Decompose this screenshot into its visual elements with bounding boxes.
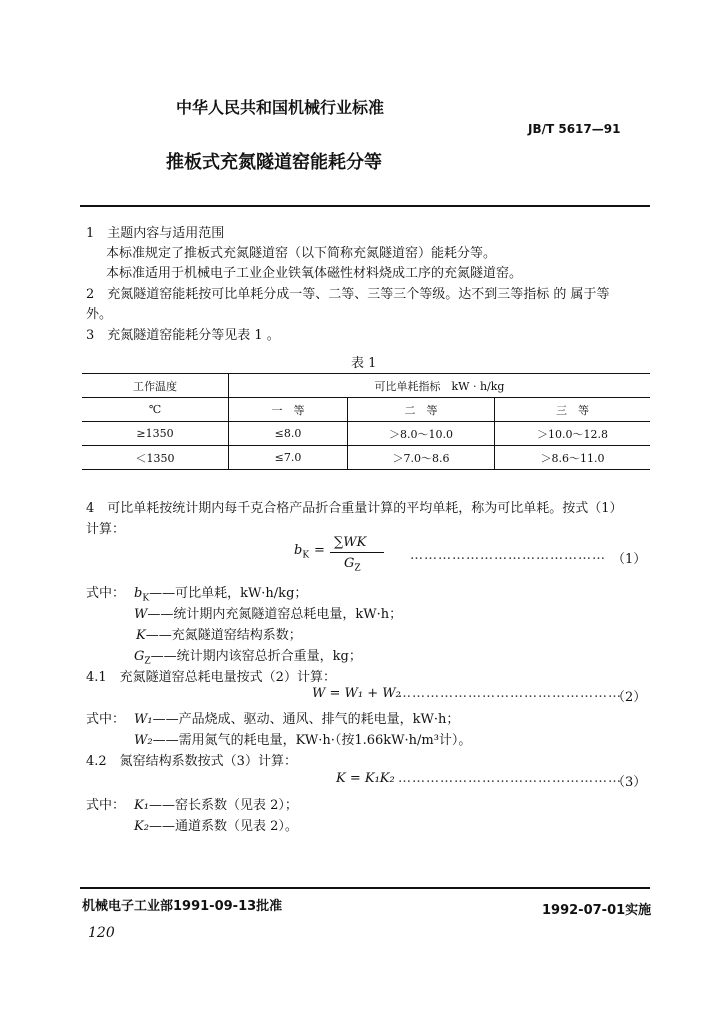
definition-gz: $G_Z——$统计期内该窑总折合重量，kg；	[134, 649, 362, 667]
footer-divider	[80, 887, 650, 889]
index-group-header: 可比单耗指标 kW · h/kg	[229, 374, 651, 398]
formula-3-leader: …………………………………………	[398, 771, 622, 786]
formula-2-number: （2）	[612, 690, 647, 705]
grade-2-header: 二 等	[348, 398, 495, 422]
standard-code: JB/T 5617—91	[528, 122, 621, 136]
section-1-paragraph-1: 本标准规定了推板式充氮隧道窑（以下简称充氮隧道窑）能耗分等。	[106, 246, 497, 261]
row-1-grade-2: ＞8.0～10.0	[348, 422, 495, 446]
definition-k: K——充氮隧道窑结构系数；	[136, 628, 302, 643]
table-row	[82, 422, 650, 446]
table-caption: 表 1	[351, 356, 377, 371]
definition-bk: $b_K——$可比单耗，kW·h/kg；	[134, 586, 308, 604]
formula-2-leader: …………………………………………	[398, 686, 622, 701]
formula-1-numerator: ∑WK	[334, 535, 367, 550]
section-3: 3 充氮隧道窑能耗分等见表 1 。	[86, 328, 280, 343]
formula-2: W = W₁ + W₂	[312, 686, 401, 701]
row-2-temp: ＜1350	[82, 446, 229, 470]
grade-3-header: 三 等	[495, 398, 651, 422]
formula-3: K = K₁K₂	[336, 771, 395, 786]
row-1-temp: ≥1350	[82, 422, 229, 446]
section-2-line-1: 2 充氮隧道窑能耗按可比单耗分成一等、二等、三等三个等级。达不到三等指标 的 属于等	[86, 287, 610, 302]
where-label-3: 式中：	[86, 798, 126, 813]
section-1-paragraph-2: 本标准适用于机械电子工业企业铁氧体磁性材料烧成工序的充氮隧道窑。	[106, 266, 523, 281]
definition-k1: K₁——窑长系数（见表 2）；	[134, 798, 298, 813]
row-2-grade-2: ＞7.0～8.6	[348, 446, 495, 470]
formula-3-number: （3）	[612, 775, 647, 790]
approval-date: 机械电子工业部1991-09-13批准	[82, 899, 283, 914]
document-title: 推板式充氮隧道窑能耗分等	[166, 152, 382, 173]
temp-header: 工作温度	[82, 374, 229, 398]
section-2-line-2: 外。	[86, 307, 113, 322]
formula-1-equals: =	[314, 543, 325, 558]
formula-1-fraction-bar	[330, 552, 384, 553]
where-label-1: 式中：	[86, 586, 126, 601]
row-2-grade-3: ＞8.6～11.0	[495, 446, 651, 470]
temp-unit: ℃	[82, 398, 229, 422]
definition-w: W——统计期内充氮隧道窑总耗电量，kW·h；	[134, 607, 403, 622]
header-divider	[80, 205, 650, 207]
section-4-line-1: 4 可比单耗按统计期内每千克合格产品折合重量计算的平均单耗，称为可比单耗。按式（1）	[86, 501, 623, 516]
definition-w2: W₂——需用氮气的耗电量，KW·h·（按1.66kW·h/m³计）。	[134, 733, 472, 748]
table-row	[82, 446, 650, 470]
row-1-grade-3: ＞10.0～12.8	[495, 422, 651, 446]
grade-1-header: 一 等	[229, 398, 348, 422]
row-1-grade-1: ≤8.0	[229, 422, 348, 446]
formula-1-number: （1）	[612, 552, 647, 567]
where-label-2: 式中：	[86, 712, 126, 727]
section-1-heading: 1 主题内容与适用范围	[86, 226, 225, 241]
definition-k2: K₂——通道系数（见表 2）。	[134, 819, 298, 834]
formula-1-leader: ……………………………………	[410, 548, 606, 563]
energy-grading-table	[82, 373, 650, 470]
formula-1-lhs: $b_K$	[294, 543, 310, 561]
section-4-line-2: 计算：	[86, 522, 126, 537]
effective-date: 1992-07-01实施	[542, 903, 652, 918]
section-4-2-heading: 4.2 氮窑结构系数按式（3）计算：	[86, 754, 297, 769]
definition-w1: W₁——产品烧成、驱动、通风、排气的耗电量，kW·h；	[134, 712, 460, 727]
formula-1-denominator: $G_Z$	[344, 556, 361, 574]
issuing-organization: 中华人民共和国机械行业标准	[176, 98, 385, 117]
row-2-grade-1: ≤7.0	[229, 446, 348, 470]
page-number: 120	[88, 925, 115, 941]
section-4-1-heading: 4.1 充氮隧道窑总耗电量按式（2）计算：	[86, 670, 336, 685]
